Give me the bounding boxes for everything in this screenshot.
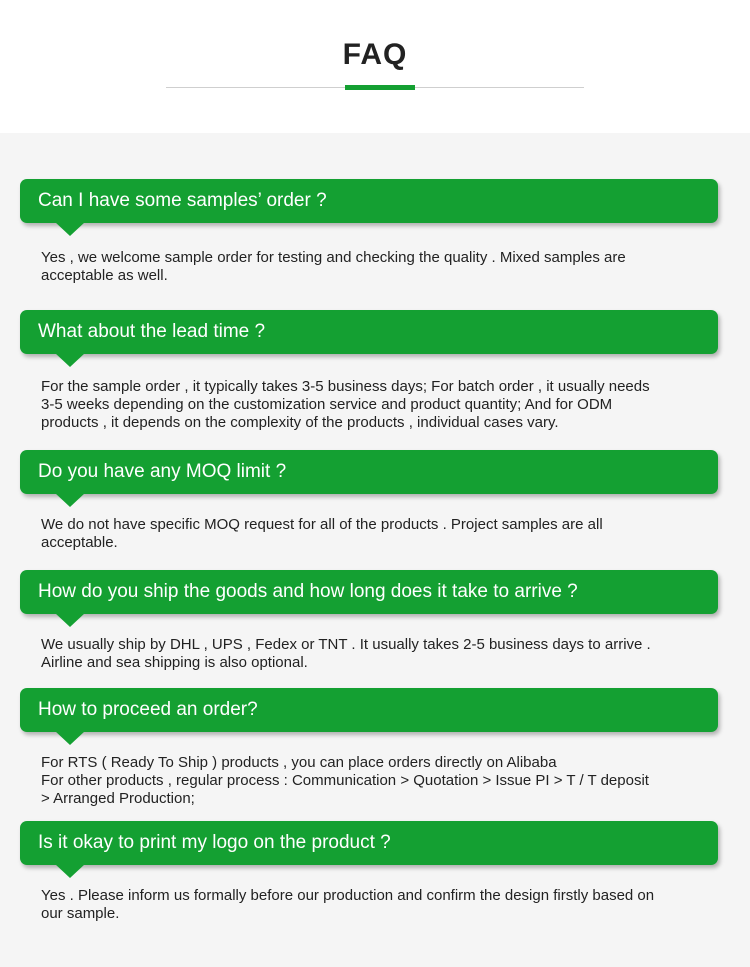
answer-line: acceptable. — [41, 534, 118, 551]
answer-line: our sample. — [41, 905, 120, 922]
faq-question: Can I have some samples’ order ? — [20, 179, 718, 223]
answer-line: acceptable as well. — [41, 267, 168, 284]
faq-answer — [41, 887, 711, 923]
speech-tail-icon — [55, 613, 85, 627]
answer-line: For RTS ( Ready To Ship ) products , you can place orders directly on Alibaba — [41, 754, 557, 771]
answer-line: Airline and sea shipping is also optional. — [41, 654, 308, 671]
answer-line: For the sample order , it typically takes 3-5 business days; For batch order , it usually needs — [41, 378, 650, 395]
faq-question: How do you ship the goods and how long does it take to arrive ? — [20, 570, 718, 614]
answer-line: Yes , we welcome sample order for testing and checking the quality . Mixed samples are — [41, 249, 626, 266]
speech-tail-icon — [55, 222, 85, 236]
faq-question: What about the lead time ? — [20, 310, 718, 354]
faq-question: Do you have any MOQ limit ? — [20, 450, 718, 494]
answer-line: products , it depends on the complexity of the products , individual cases vary. — [41, 414, 559, 431]
faq-answer — [41, 249, 711, 285]
answer-line: We usually ship by DHL , UPS , Fedex or TNT . It usually takes 2-5 business days to arrive . — [41, 636, 651, 653]
answer-line: > Arranged Production; — [41, 790, 195, 807]
speech-tail-icon — [55, 731, 85, 745]
page-title: FAQ — [342, 38, 408, 71]
title-accent-bar — [345, 85, 415, 90]
answer-line: 3-5 weeks depending on the customization service and product quantity; And for ODM — [41, 396, 613, 413]
speech-tail-icon — [55, 493, 85, 507]
faq-answer — [41, 754, 711, 808]
answer-line: Yes . Please inform us formally before our production and confirm the design firstly based on — [41, 887, 655, 904]
faq-header — [0, 0, 750, 133]
faq-answer — [41, 516, 711, 552]
speech-tail-icon — [55, 353, 85, 367]
speech-tail-icon — [55, 864, 85, 878]
faq-list — [0, 133, 750, 967]
faq-question: Is it okay to print my logo on the product ? — [20, 821, 718, 865]
faq-question: How to proceed an order? — [20, 688, 718, 732]
faq-answer — [41, 636, 711, 672]
faq-answer — [41, 378, 711, 432]
answer-line: We do not have specific MOQ request for all of the products . Project samples are all — [41, 516, 603, 533]
answer-line: For other products , regular process : Communication > Quotation > Issue PI > T / T deposit — [41, 772, 649, 789]
